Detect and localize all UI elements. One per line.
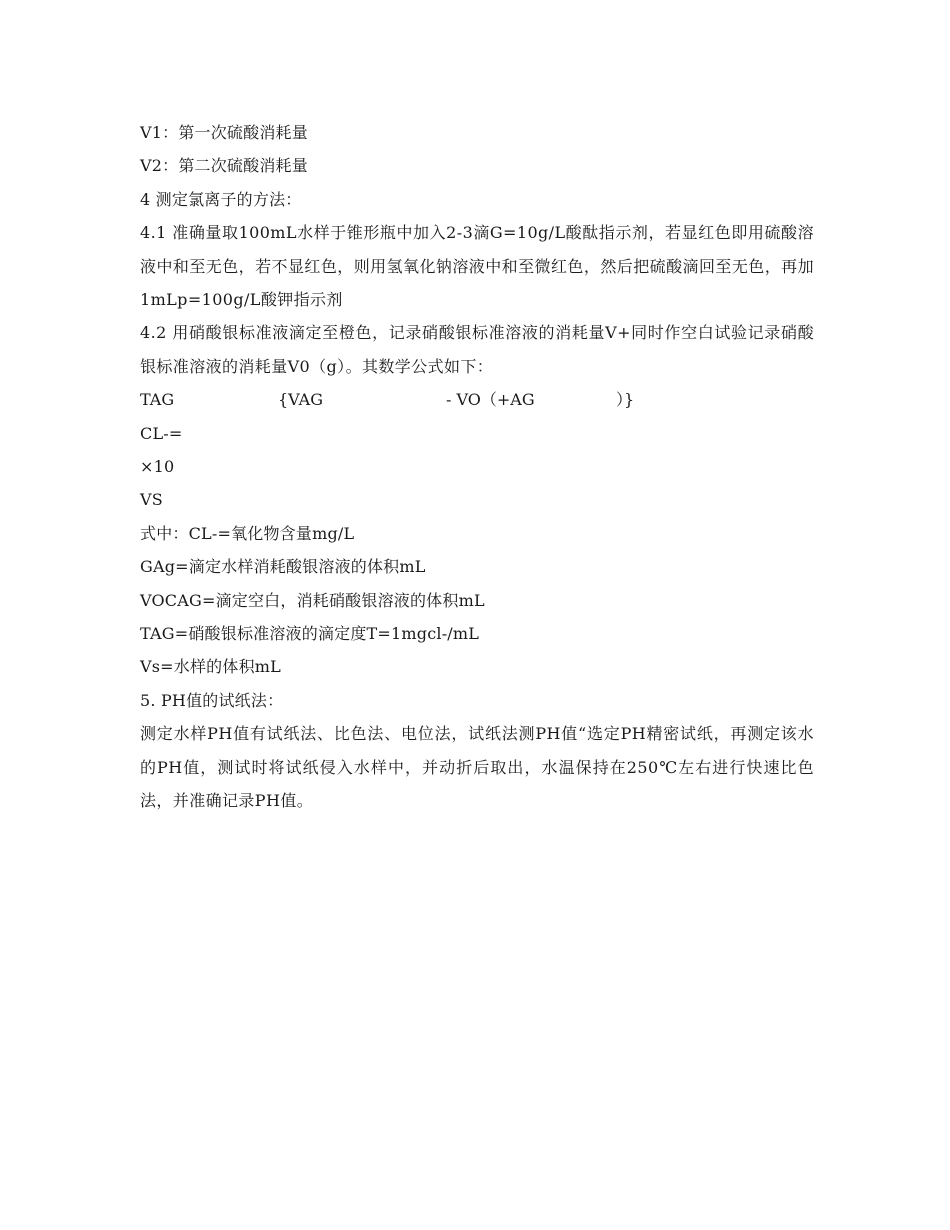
paragraph-4-2: 4.2 用硝酸银标准液滴定至橙色，记录硝酸银标准溶液的消耗量V+同时作空白试验记录硝酸银标准溶液的消耗量V0（g）。其数学公式如下： <box>140 323 814 376</box>
definition-vs: Vs=水样的体积mL <box>140 657 281 677</box>
formula-vo: - VO（+AG <box>446 390 535 410</box>
section-4-heading: 4 测定氯离子的方法： <box>140 189 302 209</box>
formula-vs: VS <box>140 490 163 510</box>
formula-close: ）} <box>616 390 635 410</box>
definition-tag: TAG=硝酸银标准溶液的滴定度T=1mgcl-/mL <box>140 623 480 643</box>
v1-definition: V1：第一次硫酸消耗量 <box>140 123 308 142</box>
definition-vocag: VOCAG=滴定空白，消耗硝酸银溶液的体积mL <box>140 590 485 610</box>
document-page <box>140 116 814 817</box>
formula-line <box>140 383 814 416</box>
formula-tag: TAG <box>140 390 175 410</box>
definition-gag: GAg=滴定水样消耗酸银溶液的体积mL <box>140 557 426 577</box>
paragraph-5: 测定水样PH值有试纸法、比色法、电位法，试纸法测PH值“选定PH精密试纸，再测定该水的PH值，测试时将试纸侵入水样中，并动折后取出，水温保持在250℃左右进行快速比色法，并准确记录PH值。 <box>140 724 814 810</box>
formula-vag: {VAG <box>278 390 323 410</box>
v2-definition: V2：第二次硫酸消耗量 <box>140 156 308 176</box>
paragraph-4-1: 4.1 准确量取100mL水样于锥形瓶中加入2-3滴G=10g/L酸酞指示剂，若显红色即用硫酸溶液中和至无色，若不显红色，则用氢氧化钠溶液中和至微红色，然后把硫酸滴回至无色，再加1mLp=100g/L酸钾指示剂 <box>140 223 814 309</box>
formula-cl: CL-= <box>140 423 183 443</box>
definition-cl: 式中：CL-=氧化物含量mg/L <box>140 523 355 543</box>
section-5-heading: 5. PH值的试纸法： <box>140 690 284 710</box>
formula-times-10: ×10 <box>140 456 175 476</box>
